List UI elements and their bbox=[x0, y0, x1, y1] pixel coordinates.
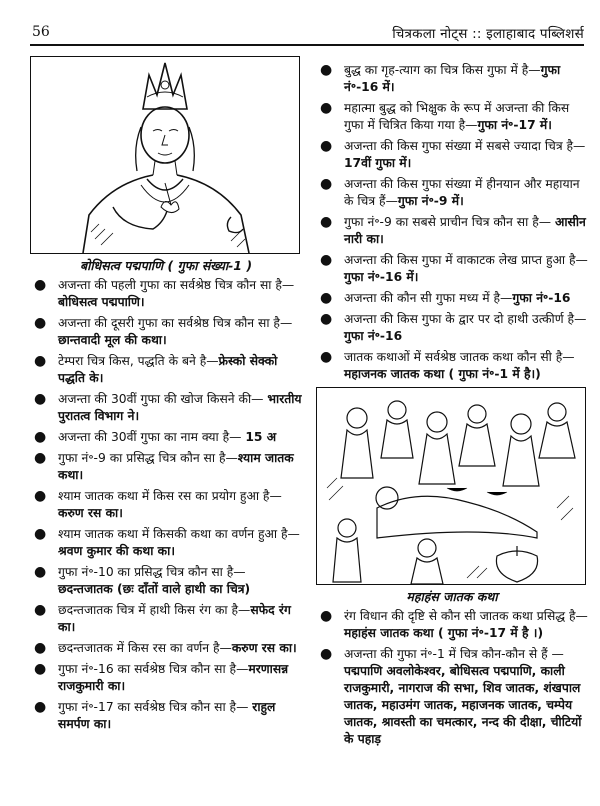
bullet-icon: ● bbox=[34, 315, 47, 331]
bodhisattva-figure bbox=[30, 56, 300, 254]
list-item: ● अजन्ता की 30वीं गुफा की खोज किसने की— भारतीय पुरातत्व विभाग ने। bbox=[34, 391, 302, 423]
bullet-icon: ● bbox=[34, 353, 47, 369]
list-item: ● छदन्तजातक चित्र में हाथी किस रंग का है—सफेद रंग का। bbox=[34, 602, 291, 634]
running-head: चित्रकला नोट्स :: इलाहाबाद पब्लिशर्स bbox=[392, 26, 584, 42]
list-item: ● गुफा नं॰-17 का सर्वश्रेष्ठ चित्र कौन सा है— राहुल समर्पण का। bbox=[34, 699, 276, 731]
list-item: ● अजन्ता की किस गुफा संख्या में सबसे ज्यादा चित्र है—17वीं गुफा में। bbox=[320, 138, 586, 170]
bullet-icon: ● bbox=[34, 391, 47, 407]
bullet-icon: ● bbox=[34, 277, 47, 293]
bullet-icon: ● bbox=[320, 646, 333, 662]
page-number: 56 bbox=[32, 24, 50, 40]
list-item: ● अजन्ता की किस गुफा के द्वार पर दो हाथी उत्कीर्ण है—गुफा नं॰-16 bbox=[320, 311, 587, 343]
bullet-icon: ● bbox=[320, 62, 333, 78]
bullet-icon: ● bbox=[320, 252, 333, 268]
list-item: ● अजन्ता की कौन सी गुफा मध्य में है—गुफा नं॰-16 bbox=[320, 290, 571, 306]
list-item: ● गुफा नं॰-10 का प्रसिद्ध चित्र कौन सा है— छदन्तजातक (छः दाँतों वाले हाथी का चित्र) bbox=[34, 564, 251, 596]
bullet-icon: ● bbox=[34, 429, 47, 445]
list-item: ● अजन्ता की दूसरी गुफा का सर्वश्रेष्ठ चित्र कौन सा है—छान्तवादी मूल की कथा। bbox=[34, 315, 293, 347]
mahahamsa-drawing bbox=[317, 388, 585, 584]
mahahamsa-figure bbox=[316, 387, 586, 585]
bullet-icon: ● bbox=[320, 138, 333, 154]
list-item: ● गुफा नं॰-16 का सर्वश्रेष्ठ चित्र कौन सा है—मरणासन्न राजकुमारी का। bbox=[34, 661, 289, 693]
list-item: ● अजन्ता की पहली गुफा का सर्वश्रेष्ठ चित्र कौन सा है— बोधिसत्व पद्मपाणि। bbox=[34, 277, 295, 309]
list-item: ● रंग विधान की दृष्टि से कौन सी जातक कथा प्रसिद्ध है—महाहंस जातक कथा ( गुफा नं॰-17 में है ।) bbox=[320, 608, 588, 640]
list-item: ● गुफा नं॰-9 का सबसे प्राचीन चित्र कौन सा है— आसीन नारी का। bbox=[320, 214, 586, 246]
bullet-icon: ● bbox=[320, 290, 333, 306]
bullet-icon: ● bbox=[320, 176, 333, 192]
bullet-icon: ● bbox=[34, 661, 47, 677]
list-item: ● अजन्ता की किस गुफा में वाकाटक लेख प्राप्त हुआ है—गुफा नं॰-16 में। bbox=[320, 252, 588, 284]
bodhisattva-drawing bbox=[31, 57, 299, 253]
bullet-icon: ● bbox=[320, 349, 333, 365]
list-item: ● बुद्ध का गृह-त्याग का चित्र किस गुफा में है—गुफा नं॰-16 में। bbox=[320, 62, 561, 94]
figure-caption: महाहंस जातक कथा bbox=[406, 589, 498, 604]
page-header bbox=[30, 6, 584, 46]
list-item: ● श्याम जातक कथा में किसकी कथा का वर्णन हुआ है—श्रवण कुमार की कथा का। bbox=[34, 526, 300, 558]
list-item: ● छदन्तजातक में किस रस का वर्णन है—करुण रस का। bbox=[34, 640, 297, 656]
bullet-icon: ● bbox=[34, 602, 47, 618]
bullet-icon: ● bbox=[34, 488, 47, 504]
left-column bbox=[30, 56, 302, 737]
bullet-icon: ● bbox=[320, 311, 333, 327]
bullet-icon: ● bbox=[34, 699, 47, 715]
list-item: ● अजन्ता की 30वीं गुफा का नाम क्या है— 15 अ bbox=[34, 429, 277, 445]
bullet-icon: ● bbox=[320, 214, 333, 230]
list-item: ● टेम्परा चित्र किस, पद्धति के बने है—फ्रेस्को सेक्को पद्धति के। bbox=[34, 353, 278, 385]
bullet-icon: ● bbox=[320, 608, 333, 624]
list-item: ● अजन्ता की गुफा नं॰-1 में चित्र कौन-कौन से हैं — पद्मपाणि अवलोकेश्वर, बोधिसत्व पद्मपाणि, काली राजकुमारी, नागराज की सभा, शिव जातक, शंखपाल जातक, महाउमंग जातक, महाजनक जातक, चम्पेय जातक, श्रावस्ती का चमत्कार, नन्द की दीक्षा, चीटियों के पहाड़ bbox=[320, 646, 582, 746]
question-list-left bbox=[30, 277, 302, 733]
list-item: ● महात्मा बुद्ध को भिक्षुक के रूप में अजन्ता की किस गुफा में चित्रित किया गया है—गुफा नं॰-17 में। bbox=[320, 100, 570, 132]
figure-caption: बोधिसत्व पद्मपाणि ( गुफा संख्या-1 ) bbox=[79, 258, 253, 273]
bullet-icon: ● bbox=[34, 564, 47, 580]
question-list-right-top bbox=[316, 62, 588, 383]
bullet-icon: ● bbox=[34, 450, 47, 466]
bullet-icon: ● bbox=[34, 640, 47, 656]
bullet-icon: ● bbox=[34, 526, 47, 542]
list-item: ● अजन्ता की किस गुफा संख्या में हीनयान और महायान के चित्र हैं—गुफा नं॰-9 में। bbox=[320, 176, 580, 208]
bullet-icon: ● bbox=[320, 100, 333, 116]
right-column bbox=[316, 62, 588, 752]
question-list-right-bottom bbox=[316, 608, 588, 748]
list-item: ● गुफा नं॰-9 का प्रसिद्ध चित्र कौन सा है—श्याम जातक कथा। bbox=[34, 450, 294, 482]
list-item: ● श्याम जातक कथा में किस रस का प्रयोग हुआ है— करुण रस का। bbox=[34, 488, 282, 520]
list-item: ● जातक कथाओं में सर्वश्रेष्ठ जातक कथा कौन सी है—महाजनक जातक कथा ( गुफा नं॰-1 में है।) bbox=[320, 349, 575, 381]
